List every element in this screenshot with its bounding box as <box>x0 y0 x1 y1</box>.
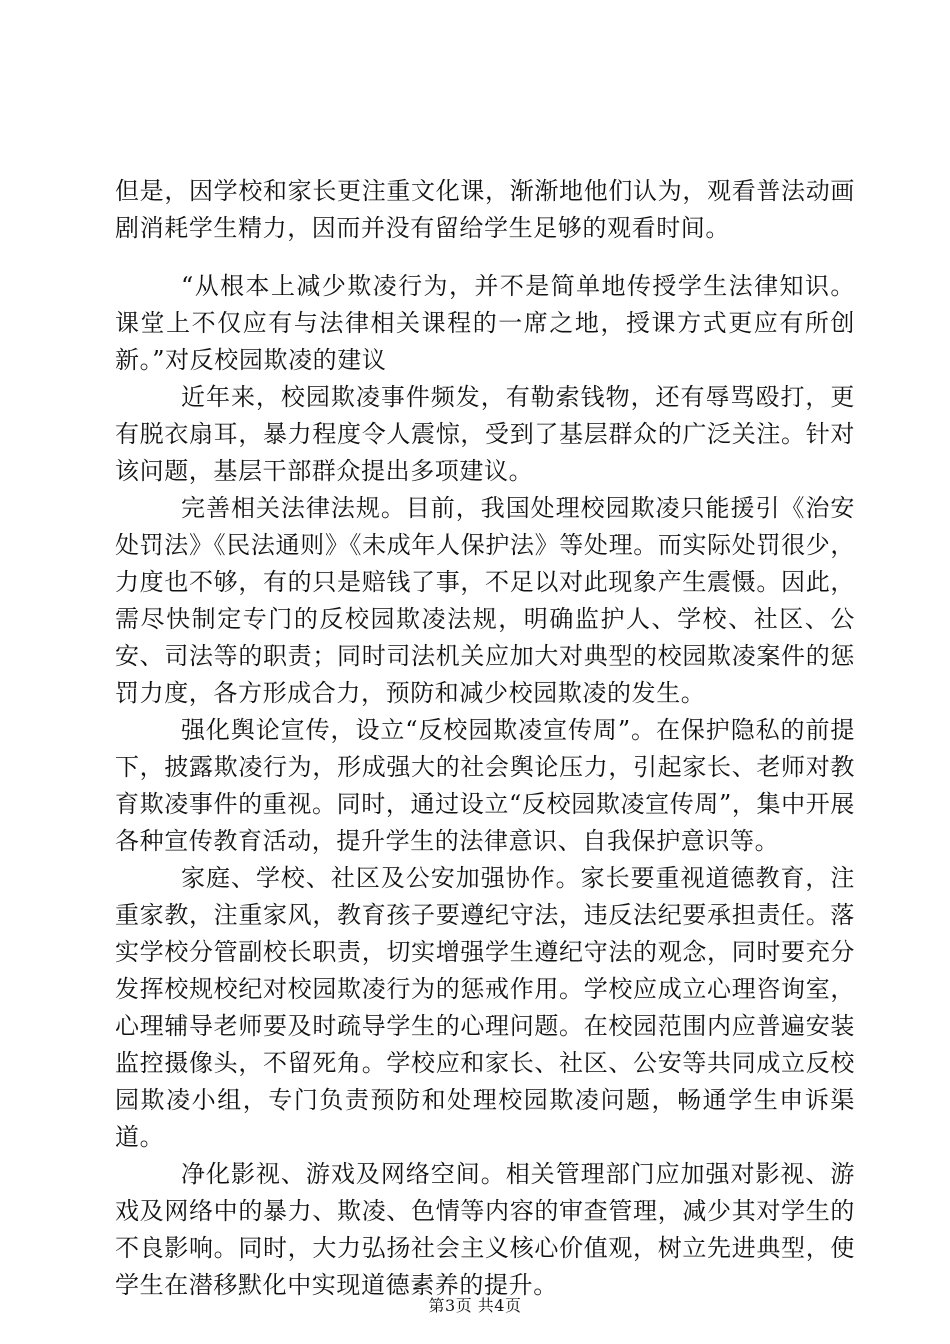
paragraph-publicity-suggestion: 强化舆论宣传，设立“反校园欺凌宣传周”。在保护隐私的前提下，披露欺凌行为，形成强大的社会舆论压力，引起家长、老师对教育欺凌事件的重视。同时，通过设立“反校园欺凌宣传周”，集中开展各种宣传教育活动，提升学生的法律意识、自我保护意识等。 <box>115 716 855 855</box>
document-body <box>115 173 855 1304</box>
paragraph-continuation: 但是，因学校和家长更注重文化课，渐渐地他们认为，观看普法动画剧消耗学生精力，因而并没有留给学生足够的观看时间。 <box>115 177 855 242</box>
paragraph-media-suggestion: 净化影视、游戏及网络空间。相关管理部门应加强对影视、游戏及网络中的暴力、欺凌、色情等内容的审查管理，减少其对学生的不良影响。同时，大力弘扬社会主义核心价值观，树立先进典型，使学生在潜移默化中实现道德素养的提升。 <box>115 1160 855 1299</box>
paragraph-background: 近年来，校园欺凌事件频发，有勒索钱物，还有辱骂殴打，更有脱衣扇耳，暴力程度令人震惊，受到了基层群众的广泛关注。针对该问题，基层干部群众提出多项建议。 <box>115 383 855 485</box>
paragraph-quote: “从根本上减少欺凌行为，并不是简单地传授学生法律知识。课堂上不仅应有与法律相关课程的一席之地，授课方式更应有所创新。”对反校园欺凌的建议 <box>115 272 855 374</box>
paragraph-cooperation-suggestion: 家庭、学校、社区及公安加强协作。家长要重视道德教育，注重家教，注重家风，教育孩子要遵纪守法，违反法纪要承担责任。落实学校分管副校长职责，切实增强学生遵纪守法的观念，同时要充分发挥校规校纪对校园欺凌行为的惩戒作用。学校应成立心理咨询室，心理辅导老师要及时疏导学生的心理问题。在校园范围内应普遍安装监控摄像头，不留死角。学校应和家长、社区、公安等共同成立反校园欺凌小组，专门负责预防和处理校园欺凌问题，畅通学生申诉渠道。 <box>115 864 855 1151</box>
paragraph-law-suggestion: 完善相关法律法规。目前，我国处理校园欺凌只能援引《治安处罚法》《民法通则》《未成年人保护法》等处理。而实际处罚很少，力度也不够，有的只是赔钱了事，不足以对此现象产生震慑。因此，需尽快制定专门的反校园欺凌法规，明确监护人、学校、社区、公安、司法等的职责；同时司法机关应加大对典型的校园欺凌案件的惩罚力度，各方形成合力，预防和减少校园欺凌的发生。 <box>115 494 855 707</box>
page-number-footer: 第3页 共4页 <box>428 1296 522 1315</box>
